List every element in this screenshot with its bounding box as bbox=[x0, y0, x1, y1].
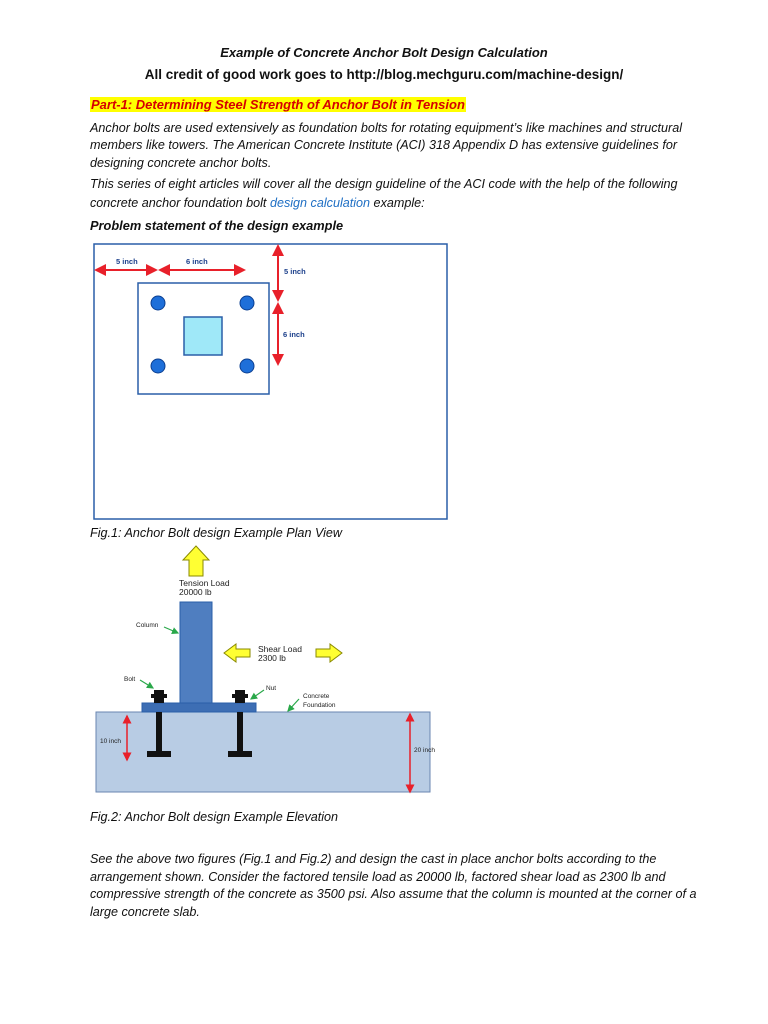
dim-between-label: 6 inch bbox=[186, 257, 208, 266]
credit-line: All credit of good work goes to http://blog.mechguru.com/machine-design/ bbox=[144, 67, 624, 82]
nut-label: Nut bbox=[266, 685, 277, 692]
fig2-caption: Fig.2: Anchor Bolt design Example Elevation bbox=[90, 810, 339, 824]
bolt-shaft bbox=[237, 712, 243, 752]
problem-heading: Problem statement of the design example bbox=[90, 218, 344, 233]
closing-paragraph: See the above two figures (Fig.1 and Fig.2) and design the cast in place anchor bolts according to the arrangement shown. Consider the factored tensile load as 20000 lb, factored shear load as 2300 lb and compressive strength of the concrete as 3500 psi. Also assume that the column is mounted at the corner of a large concrete slab. bbox=[90, 852, 697, 919]
shear-label: Shear Load bbox=[258, 644, 302, 654]
tension-load-arrow bbox=[183, 546, 209, 576]
nut bbox=[232, 694, 248, 698]
section-heading: Part-1: Determining Steel Strength of Anchor Bolt in Tension bbox=[91, 97, 465, 112]
shear-value: 2300 lb bbox=[258, 653, 286, 663]
dim-left-label: 5 inch bbox=[116, 257, 138, 266]
nut-callout bbox=[251, 690, 264, 699]
series-text-before: This series of eight articles will cover all the design guideline of the ACI code with the help of the following concrete anchor foundation bolt bbox=[90, 177, 678, 210]
document-title: Example of Concrete Anchor Bolt Design Calculation bbox=[220, 45, 548, 60]
concrete-foundation bbox=[96, 712, 430, 792]
nut bbox=[151, 694, 167, 698]
shear-load-arrow-left bbox=[224, 644, 250, 662]
column-label: Column bbox=[136, 622, 159, 629]
bolt-label: Bolt bbox=[124, 676, 136, 683]
embed-depth-label: 10 inch bbox=[100, 738, 121, 745]
foundation-depth-label: 20 inch bbox=[414, 747, 435, 754]
concrete-label-1: Concrete bbox=[303, 693, 330, 700]
bolt-head bbox=[228, 751, 252, 757]
fig1-caption: Fig.1: Anchor Bolt design Example Plan View bbox=[90, 526, 343, 540]
series-text-after: example: bbox=[370, 196, 425, 210]
bolt-callout bbox=[140, 680, 153, 688]
column bbox=[180, 602, 212, 704]
base-plate bbox=[142, 703, 256, 712]
bolt-shaft bbox=[156, 712, 162, 752]
tension-label: Tension Load bbox=[179, 578, 230, 588]
concrete-callout bbox=[288, 699, 299, 711]
design-calculation-link[interactable]: design calculation bbox=[269, 196, 371, 210]
bolt-head bbox=[147, 751, 171, 757]
shear-load-arrow-right bbox=[316, 644, 342, 662]
tension-value: 20000 lb bbox=[179, 587, 212, 597]
dim-top-label: 5 inch bbox=[284, 267, 306, 276]
column-callout bbox=[164, 627, 178, 633]
intro-paragraph: Anchor bolts are used extensively as foundation bolts for rotating equipment’s like machines and structural members like towers. The American Concrete Institute (ACI) 318 Appendix D has extensive guidelines for designing concrete anchor bolts. bbox=[90, 121, 683, 170]
dim-vertical-label: 6 inch bbox=[283, 330, 305, 339]
concrete-label-2: Foundation bbox=[303, 702, 336, 709]
